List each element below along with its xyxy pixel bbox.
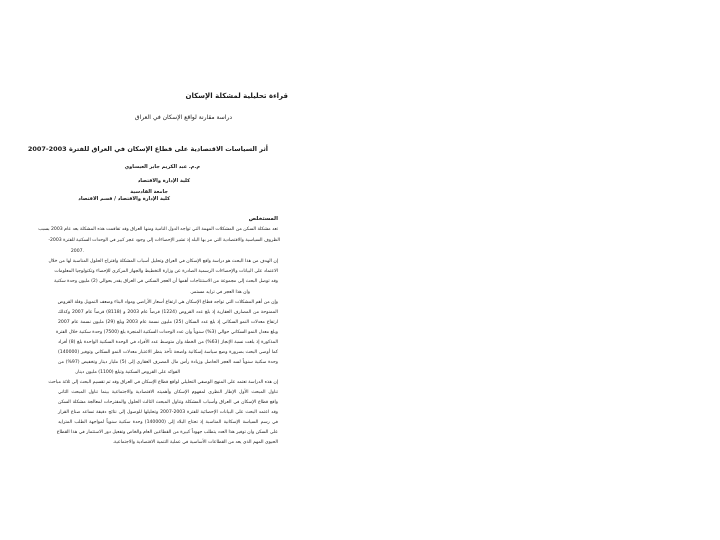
abstract-line: إن هذه الدراسة تعتمد على المنهج الوصفي التحليلي لواقع قطاع الإسكان في العراق وقد تم تقسيم البحث إلى ثلاثة مباحث — [48, 380, 278, 385]
abstract-line: على السكن وان توفير هذا العدد يتطلب جهوداً كبيرة من القطاعين العام والخاص وتفعيل دور الاستثمار في هذا القطاع — [56, 430, 278, 435]
abstract-line: وقد اعتمد البحث على البيانات الإحصائية للفترة 2003-2007 وتحليلها للوصول إلى نتائج دقيقة تساعد صناع القرار — [58, 410, 278, 415]
abstract-line: إن الهدف من هذا البحث هو دراسة واقع الإسكان في العراق وتحليل أسباب المشكلة واقتراح الحلول المناسبة لها من خلال — [48, 259, 278, 264]
abstract-line: واقع قطاع الإسكان في العراق وأسباب المشكلة وتناول المبحث الثالث الحلول والمقترحات لمعالجة مشكلة السكن — [58, 400, 278, 405]
abstract-line: في رسم السياسة الإسكانية المناسبة إذ تحتاج البلاد إلى (140000) وحدة سكنية سنوياً لمواجهة الطلب المتزايد — [58, 420, 278, 425]
paper-main-title: أثر السياسات الاقتصادية على قطاع الإسكان في العراق للفترة 2003-2007 — [27, 145, 268, 153]
abstract-line: وإن من أهم المشكلات التي تواجه قطاع الإسكان هي ارتفاع أسعار الأراضي ومواد البناء وضعف التمويل وقلة القروض — [57, 300, 278, 305]
abstract-line: 2007. — [70, 249, 84, 254]
abstract-line: الظروف السياسية والاقتصادية التي مر بها البلد إذ تشير الإحصاءات إلى وجود عجز كبير في الوحدات السكنية للفترة 2003- — [48, 238, 280, 243]
header-title: قراءة تحليلية لمشكلة الإسكان — [185, 92, 288, 100]
paper-affiliation: كلية الإدارة والاقتصاد — [137, 178, 190, 184]
abstract-line: الفوائد على القروض السكنية وتبلغ (1100) مليون دينار. — [74, 370, 180, 375]
abstract-line: الاعتماد على البيانات والإحصاءات الرسمية الصادرة عن وزارة التخطيط والجهاز المركزي للإحصاء وتكنولوجيا المعلومات — [54, 269, 278, 274]
abstract-line: وبلغ معدل النمو السكاني حوالي (3%) سنوياً وان عدد الوحدات السكنية المنجزة بلغ (7500) وحدة سكنية خلال الفترة — [56, 330, 278, 335]
abstract-line: كما أوصى البحث بضرورة وضع سياسة إسكانية واضحة تأخذ بنظر الاعتبار معدلات النمو السكاني وتوفير (140000) — [58, 350, 278, 355]
abstract-line: الحيوي المهم الذي يعد من القطاعات الأساسية في عملية التنمية الاقتصادية والاجتماعية. — [112, 440, 278, 445]
paper-authors: م.م. عبد الكريم جابر العيساوي — [124, 164, 200, 170]
abstract-title: المستخلص — [248, 216, 278, 222]
abstract-line: الممنوحة من المصارف العقارية إذ بلغ عدد القروض (1224) قرضاً عام 2003 و (8118) قرضاً عام 2007 وكذلك — [58, 310, 278, 315]
paper-email: كلية الإدارة والاقتصاد / قسم الاقتصاد — [78, 196, 170, 202]
abstract-line: تناول المبحث الأول الإطار النظري لمفهوم الإسكان وأهميته الاقتصادية والاجتماعية بينما تناول المبحث الثاني — [58, 390, 278, 395]
abstract-line: وقد توصل البحث إلى مجموعة من الاستنتاجات أهمها أن العجز السكني في العراق يقدر بحوالي (2) مليون وحدة سكنية — [54, 279, 278, 284]
abstract-line: وحدة سكنية سنوياً لسد العجز الحاصل وزيادة رأس مال المصرف العقاري إلى (5) مليار دينار وتخفيض (97%) من — [58, 360, 278, 365]
abstract-line: تعد مشكلة السكن من المشكلات المهمة التي تواجه الدول النامية ومنها العراق وقد تفاقمت هذه المشكلة بعد عام 2003 بسبب — [38, 227, 278, 232]
abstract-line: وان هذا العجز في تزايد مستمر. — [189, 290, 250, 295]
header-subtitle: دراسة مقارنة لواقع الإسكان في العراق — [134, 114, 232, 121]
abstract-line: ارتفاع معدلات النمو السكاني إذ بلغ عدد السكان (25) مليون نسمة عام 2003 وبلغ (29) مليون نسمة عام 2007 — [58, 320, 278, 325]
abstract-line: المذكورة إذ بلغت نسبة الإنجاز (63%) من الخطة وان متوسط عدد الأفراد في الوحدة السكنية الواحدة بلغ (8) أفراد — [58, 340, 278, 345]
paper-university: جامعة القادسية — [130, 189, 168, 195]
